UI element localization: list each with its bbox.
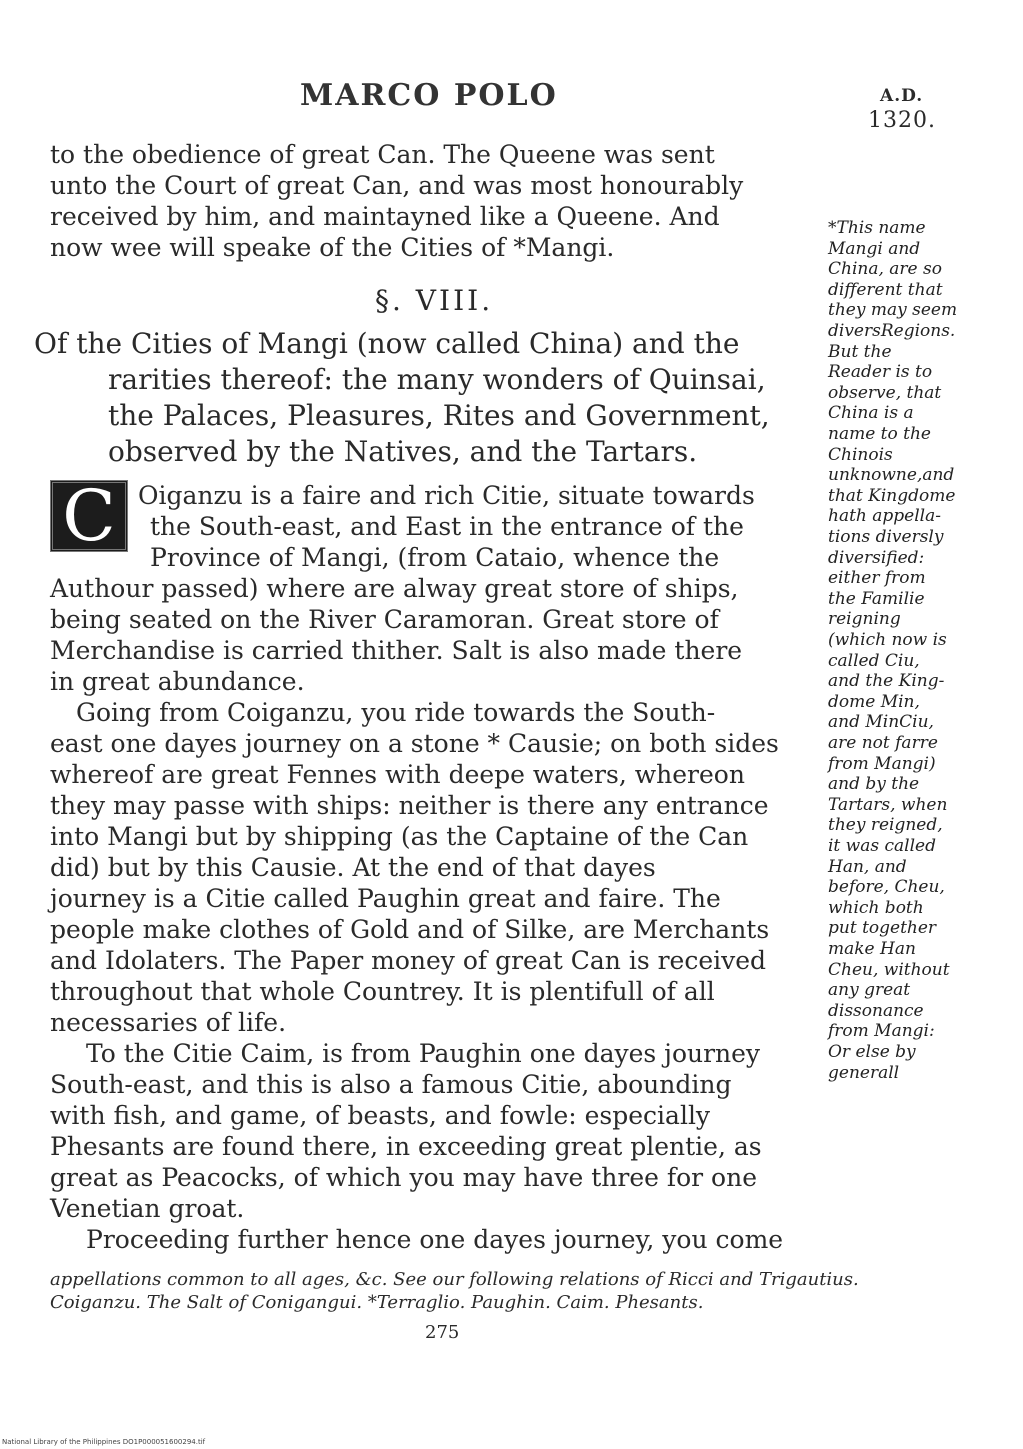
margin-note-line: China is a [828,403,914,423]
margin-note-line: make Han [828,939,916,959]
text-line: in great abundance. [50,667,305,696]
margin-note-line: that Kingdome [828,486,956,506]
text-line: received by him, and maintayned like a Queene. And [50,202,720,231]
margin-note-line: they may seem [828,300,958,320]
page-number: 275 [425,1322,460,1343]
margin-note-line: generall [828,1063,900,1083]
margin-note-line: are not farre [828,733,938,753]
margin-note-line: it was called [828,836,936,856]
margin-note-line: Cheu, without [828,960,950,980]
text-line: Proceeding further hence one dayes journey, you come [86,1225,784,1254]
text-line: To the Citie Caim, is from Paughin one dayes journey [86,1039,761,1068]
margin-note-line: tions diversly [828,527,944,547]
text-line: Province of Mangi, (from Cataio, whence the [150,543,720,572]
margin-note-line: diversified: [828,548,925,568]
heading-line: Of the Cities of Mangi (now called China) and the [34,327,740,360]
margin-note-line: dissonance [828,1001,924,1021]
text-line: Authour passed) where are alway great store of ships, [50,574,739,603]
margin-note-line: any great [828,980,911,1000]
running-head: MARCO POLO [300,78,558,113]
heading-line: observed by the Natives, and the Tartars. [108,435,698,468]
margin-note-line: they reigned, [828,815,943,835]
text-line: unto the Court of great Can, and was most honourably [50,171,744,200]
text-line: with fish, and game, of beasts, and fowle: especially [50,1101,711,1130]
margin-note-line: reigning [828,609,901,629]
section-mark: §. VIII. [375,284,494,317]
dropcap-initial: C [50,480,128,552]
margin-note-line: which both [828,898,924,918]
margin-note-line: *This name [828,218,926,238]
text-line: Phesants are found there, in exceeding great plentie, as [50,1132,762,1161]
margin-note-line: hath appella- [828,506,941,526]
margin-note-line: different that [828,280,943,300]
margin-note-line: diversRegions. [828,321,956,341]
text-line: South-east, and this is also a famous Citie, abounding [50,1070,732,1099]
text-line: Merchandise is carried thither. Salt is also made there [50,636,743,665]
margin-note-line: Or else by [828,1042,916,1062]
text-line: did) but by this Causie. At the end of that dayes [50,853,656,882]
margin-note-line: before, Cheu, [828,877,945,897]
margin-note-line: Reader is to [828,362,933,382]
text-line: the South-east, and East in the entrance of the [150,512,744,541]
margin-note-line: the Familie [828,589,925,609]
margin-note-line: either from [828,568,926,588]
library-stamp: National Library of the Philippines DO1P000051600294.tif [2,1438,206,1446]
margin-note-line: (which now is [828,630,947,650]
footnote-line: Coiganzu. The Salt of Conigangui. *Terraglio. Paughin. Caim. Phesants. [50,1292,704,1313]
text-line: Oiganzu is a faire and rich Citie, situate towards [138,481,755,510]
year-label: A.D. [880,86,924,106]
margin-note-line: Tartars, when [828,795,948,815]
footnote-line: appellations common to all ages, &c. See our following relations of Ricci and Trigautius. [50,1269,859,1290]
text-line: to the obedience of great Can. The Queene was sent [50,140,715,169]
margin-note-line: Han, and [828,857,907,877]
margin-note-line: Chinois [828,445,893,465]
margin-note-line: name to the [828,424,931,444]
margin-note-line: dome Min, [828,692,920,712]
text-line: journey is a Citie called Paughin great and faire. The [50,884,721,913]
heading-line: the Palaces, Pleasures, Rites and Government, [108,399,770,432]
margin-note-line: observe, that [828,383,942,403]
margin-note-line: But the [828,342,892,362]
text-line: and Idolaters. The Paper money of great Can is received [50,946,767,975]
margin-note-line: and the King- [828,671,945,691]
text-line: whereof are great Fennes with deepe waters, whereon [50,760,745,789]
text-line: people make clothes of Gold and of Silke, are Merchants [50,915,770,944]
text-line: being seated on the River Caramoran. Great store of [50,605,719,634]
margin-note-line: put together [828,918,937,938]
text-line: into Mangi but by shipping (as the Captaine of the Can [50,822,749,851]
margin-note-line: called Ciu, [828,651,920,671]
margin-note-line: and MinCiu, [828,712,934,732]
text-line: Venetian groat. [50,1194,245,1223]
text-line: throughout that whole Countrey. It is plentifull of all [50,977,715,1006]
margin-note-line: Mangi and [828,239,921,259]
text-line: east one dayes journey on a stone * Causie; on both sides [50,729,779,758]
text-line: great as Peacocks, of which you may have three for one [50,1163,758,1192]
year-value: 1320. [868,108,936,133]
margin-note-line: unknowne,and [828,465,955,485]
margin-note-line: from Mangi) [828,754,936,774]
margin-note-line: from Mangi: [828,1021,935,1041]
heading-line: rarities thereof: the many wonders of Quinsai, [108,363,766,396]
text-line: now wee will speake of the Cities of *Mangi. [50,233,615,262]
text-line: they may passe with ships: neither is there any entrance [50,791,769,820]
text-line: Going from Coiganzu, you ride towards the South- [76,698,716,727]
margin-note-line: and by the [828,774,920,794]
text-line: necessaries of life. [50,1008,287,1037]
margin-note-line: China, are so [828,259,942,279]
